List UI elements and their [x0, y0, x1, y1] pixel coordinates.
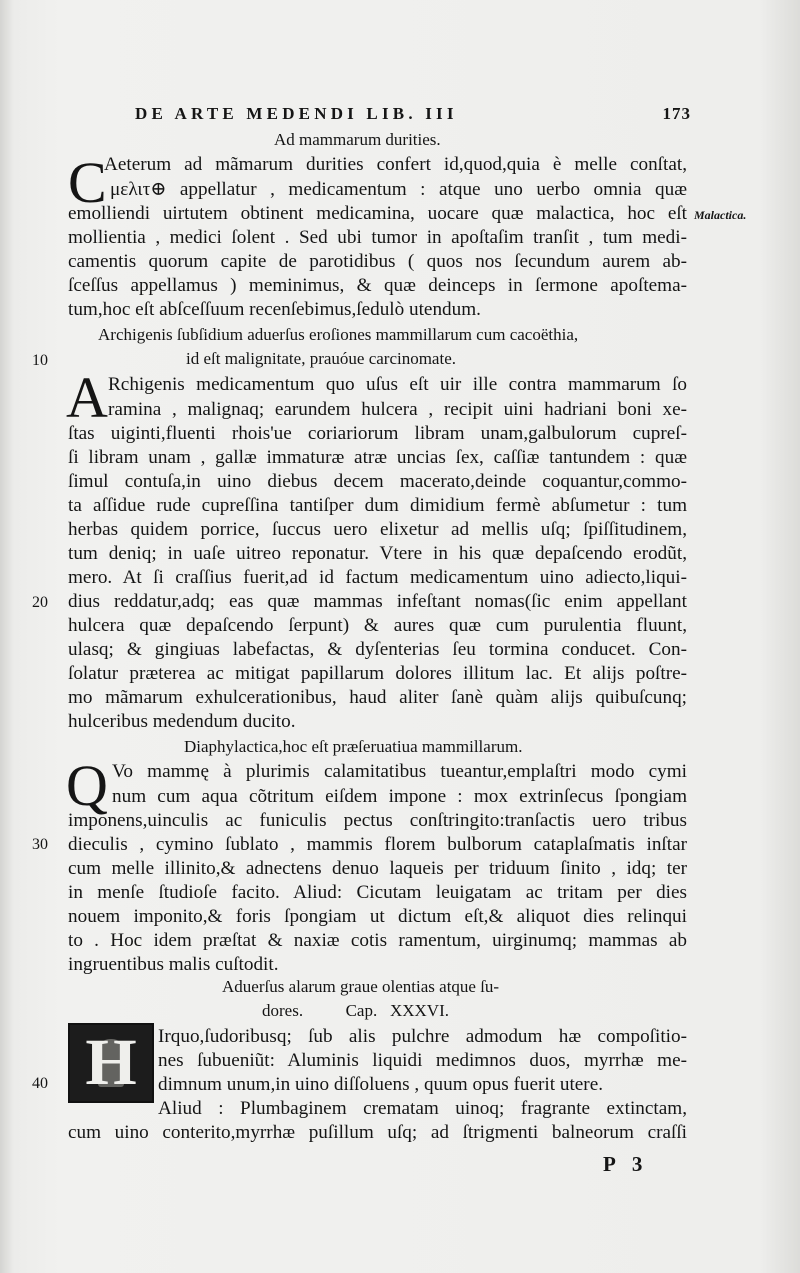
text-line: ſtas uiginti,fluenti rhois'ue coriariorum libram unam,galbulorum cupreſ-	[68, 423, 687, 444]
text-line: ingruentibus malis cuſtodit.	[68, 954, 279, 975]
drop-cap-c: C	[68, 150, 107, 215]
drop-cap-q: Q	[66, 753, 108, 818]
text-line: ta aſſidue rude cupreſſina tantiſper dum dimidium fermè abſumetur : tum	[68, 495, 687, 516]
text-line: Aeterum ad mãmarum durities confert id,quod,quia è melle conſtat,	[104, 154, 687, 175]
woodcut-initial-letter: H	[85, 1026, 137, 1099]
text-line: camentis quorum capite de parotidibus ( quos nos ſecundum aurem ab-	[68, 251, 687, 272]
text-line: nouem imponito,& foris ſpongiam ut dictum eſt,& aliquot dies relinqui	[68, 906, 687, 927]
text-line: hulcera quæ depaſcendo ſerpunt) & aures quæ cum purulentia fluunt,	[68, 615, 687, 636]
text-line: mero. At ſi craſſius fuerit,ad id factum medicamentum uino adiecto,liqui-	[68, 567, 687, 588]
text-line: num cum aqua cõtritum eiſdem impone : mox extrinſecus ſpongiam	[112, 786, 687, 807]
signature-mark: P 3	[603, 1152, 649, 1176]
text-line: dimnum unum,in uino diſſoluens , quum opus fuerit utere.	[158, 1074, 604, 1095]
section-heading-diaphylactica: Diaphylactica,hoc eſt præſeruatiua mammillarum.	[184, 737, 523, 756]
text-line: Aliud : Plumbaginem crematam uinoq; fragrante extinctam,	[158, 1098, 687, 1119]
text-line: hulceribus medendum ducito.	[68, 711, 296, 732]
text-line: dius reddatur,adq; eas quæ mammas infeſtant nomas(ſic enim appellant	[68, 591, 687, 612]
text-line: mo mãmarum exhulcerationibus, haud aliter ſanè quàm alijs quibuſcunq;	[68, 687, 687, 708]
line-number: 20	[32, 594, 48, 611]
text-line: mollientia , medici ſolent . Sed ubi tumor in apoſtaſim tranſit , tum medi-	[68, 227, 687, 248]
text-line: Rchigenis medicamentum quo uſus eſt uir ille contra mammarum ſo	[108, 374, 687, 395]
text-line: to . Hoc idem præſtat & naxiæ cotis ramentum, uirginumq; mammas ab	[68, 930, 687, 951]
section-heading-durities: Ad mammarum durities.	[274, 130, 441, 149]
margin-note-malactica: Malactica.	[694, 208, 747, 222]
text-line: tum,hoc eſt abſceſſuum recenſebimus,ſedulò utendum.	[68, 299, 481, 320]
text-line: herbas quidem porrice, ſuccus uero elixetur ad mellis uſq; ſpiſſitudinem,	[68, 519, 687, 540]
text-line: ſimul contuſa,in uino diebus decem macerato,deinde coquantur,commo-	[68, 471, 687, 492]
running-head	[135, 104, 691, 124]
text-line: Vo mammę à plurimis calamitatibus tueantur,emplaſtri modo cymi	[112, 761, 687, 782]
text-line: ſi libram unam , gallæ immaturæ atræ uncias ſex, caſſiæ tantundem : quæ	[68, 447, 687, 468]
text-line: tum deniq; in uaſe uitreo reponatur. Vtere in his quæ depaſcendo erodũt,	[68, 543, 687, 564]
line-number: 10	[32, 352, 48, 369]
section-heading-archigenis: Archigenis ſubſidium aduerſus eroſiones mammillarum cum cacoëthia,	[98, 325, 579, 344]
text-line: in menſe ſtudioſe facito. Aliud: Cicutam leuigatam ac tritam per dies	[68, 882, 687, 903]
page-number: 173	[662, 104, 691, 123]
text-line: ſolatur præterea ac mitigat papillarum dolores illitum lac. Et alijs poſtre-	[68, 663, 687, 684]
text-line: μελιτ⊕ appellatur , medicamentum : atque uno uerbo omnia quæ	[110, 179, 687, 200]
text-line: cum melle illinito,& adnectens denuo laqueis per triduum ſinito , idq; ter	[68, 858, 687, 879]
text-line: cum uino conterito,myrrhæ puſillum uſq; ad ſtrigmenti balneorum craſſi	[68, 1122, 687, 1143]
woodcut-initial	[68, 1023, 154, 1103]
text-line: ramina , malignaq; earundem hulcera , recipit uini hadriani boni xe-	[108, 399, 687, 420]
section-heading-archigenis-cont: id eſt malignitate, prauóue carcinomate.	[186, 349, 456, 368]
drop-cap-a: A	[66, 365, 108, 430]
text-line: nes ſubueniũt: Aluminis liquidi medimnos duos, myrrhæ me-	[158, 1050, 687, 1071]
text-line: Irquo,ſudoribusq; ſub alis pulchre admodum hæ compoſitio-	[158, 1026, 687, 1047]
text-line: emolliendi uirtutem obtinent medicamina, uocare quæ malactica, hoc eſt	[68, 203, 687, 224]
chapter-heading-alarum: Aduerſus alarum graue olentias atque ſu-	[222, 977, 500, 996]
line-number: 40	[32, 1075, 48, 1092]
text-line: ulasq; & gingiuas labefactas, & dyſenterias ſeu tormina conducet. Con-	[68, 639, 687, 660]
line-number: 30	[32, 836, 48, 853]
running-head-title: DE ARTE MEDENDI LIB. III	[135, 104, 458, 123]
text-line: ſceſſus appellamus ) meminimus, & quæ deinceps in ſermone apoſtema-	[68, 275, 687, 296]
chapter-heading-cap: dores. Cap. XXXVI.	[262, 1001, 449, 1020]
text-line: imponens,uinculis ac funiculis pectus conſtringito:tranſactis uero tribus	[68, 810, 687, 831]
text-line: dieculis , cymino ſublato , mammis florem bulborum cataplaſmatis inſtar	[68, 834, 687, 855]
